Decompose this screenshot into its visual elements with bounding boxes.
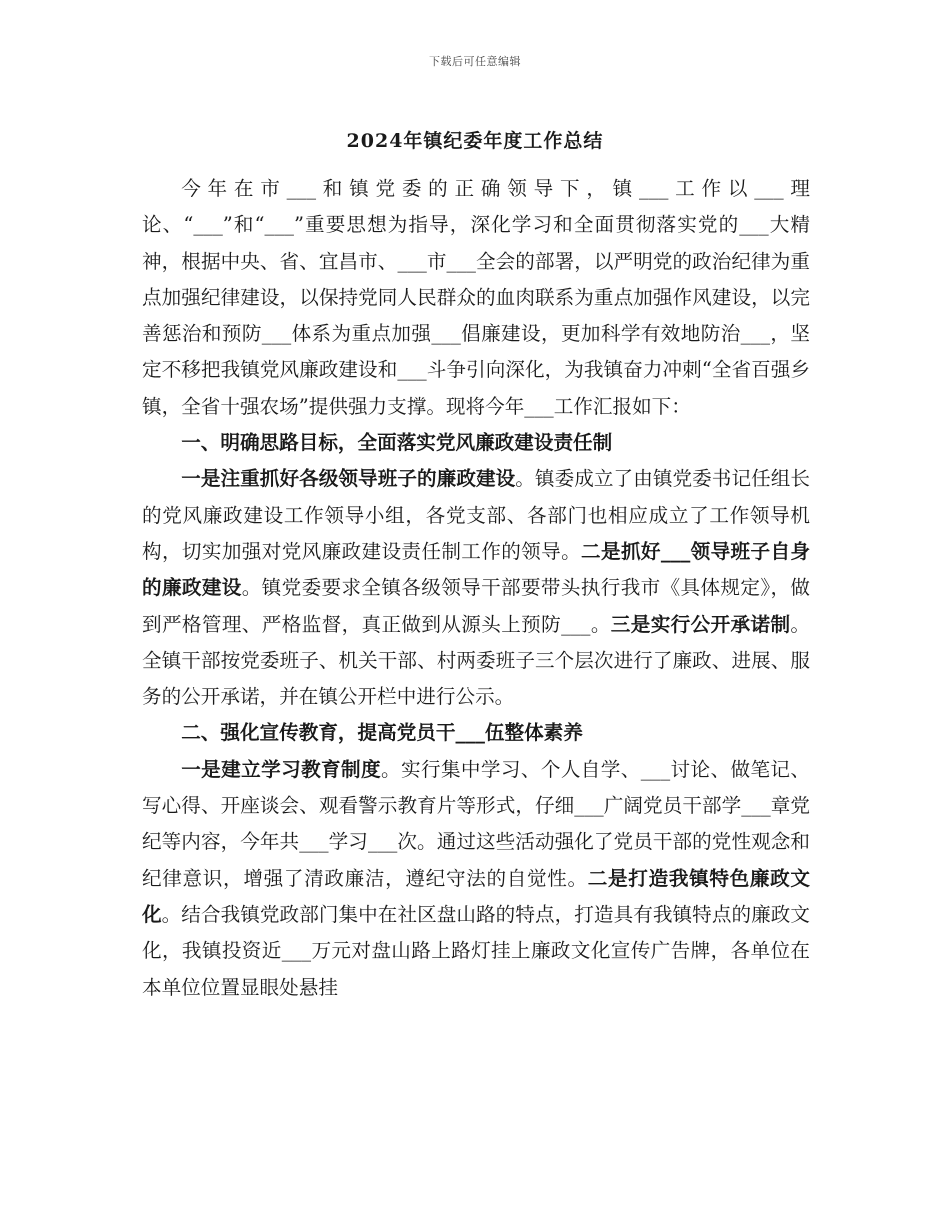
point-text: 。全镇干部按党委班子、机关干部、村两委班子三个层次进行了廉政、进展、服务的公开承诺，并在镇公开栏中进行公示。	[142, 612, 810, 709]
point-heading: 二是打造我镇特色廉政文化	[142, 866, 811, 926]
section-heading-1: 一、明确思路目标，全面落实党风廉政建设责任制	[181, 431, 613, 455]
section-heading-2: 二、强化宣传教育，提高党员干___伍整体素养	[181, 721, 583, 745]
point-heading: 一是建立学习教育制度	[181, 757, 381, 781]
point-text: 。实行集中学习、个人自学、___讨论、做笔记、写心得、开座谈会、观看警示教育片等形式，仔细___广阔党员干部学___章党纪等内容，今年共___学习___次。通过这些活动强化了党员干部的党性观念和纪律意识，增强了清政廉洁，遵纪守法的自觉性。	[142, 757, 811, 890]
point-heading: 二是抓好___领导班子自身的廉政建设	[142, 539, 811, 600]
intro-paragraph: 今年在市___和镇党委的正确领导下，镇___工作以___理论、“___”和“___”重要思想为指导，深化学习和全面贯彻落实党的___大精神，根据中央、省、宜昌市、___市___全会的部署，以严明党的政治纪律为重点加强纪律建设，以保持党同人民群众的血肉联系为重点加强作风建设，以完善惩治和预防___体系为重点加强___倡廉建设，更加科学有效地防治___，坚定不移把我镇党风廉政建设和___斗争引向深化，为我镇奋力冲刺“全省百强乡镇，全省十强农场”提供强力支撑。现将今年___工作汇报如下：	[142, 177, 810, 418]
point-text: 。镇党委要求全镇各级领导干部要带头执行我市《具体规定》，做到严格管理、严格监督，真正做到从源头上预防___。	[142, 576, 811, 636]
point-heading: 一是注重抓好各级领导班子的廉政建设	[181, 467, 516, 491]
section-2-paragraph	[142, 752, 810, 1006]
page-header: 下载后可任意编辑	[429, 55, 521, 68]
point-text: 。镇委成立了由镇党委书记任组长的党风廉政建设工作领导小组，各党支部、各部门也相应成立了工作领导机构，切实加强对党风廉政建设责任制工作的领导。	[142, 467, 811, 563]
document-title: 2024年镇纪委年度工作总结	[346, 130, 604, 152]
point-heading: 三是实行公开承诺制	[610, 612, 791, 636]
section-1-paragraph	[142, 461, 810, 715]
point-text: 。结合我镇党政部门集中在社区盘山路的特点，打造具有我镇特点的廉政文化，我镇投资近___万元对盘山路上路灯挂上廉政文化宣传广告牌，各单位在本单位位置显眼处悬挂	[142, 902, 811, 999]
document-body	[142, 171, 810, 1006]
